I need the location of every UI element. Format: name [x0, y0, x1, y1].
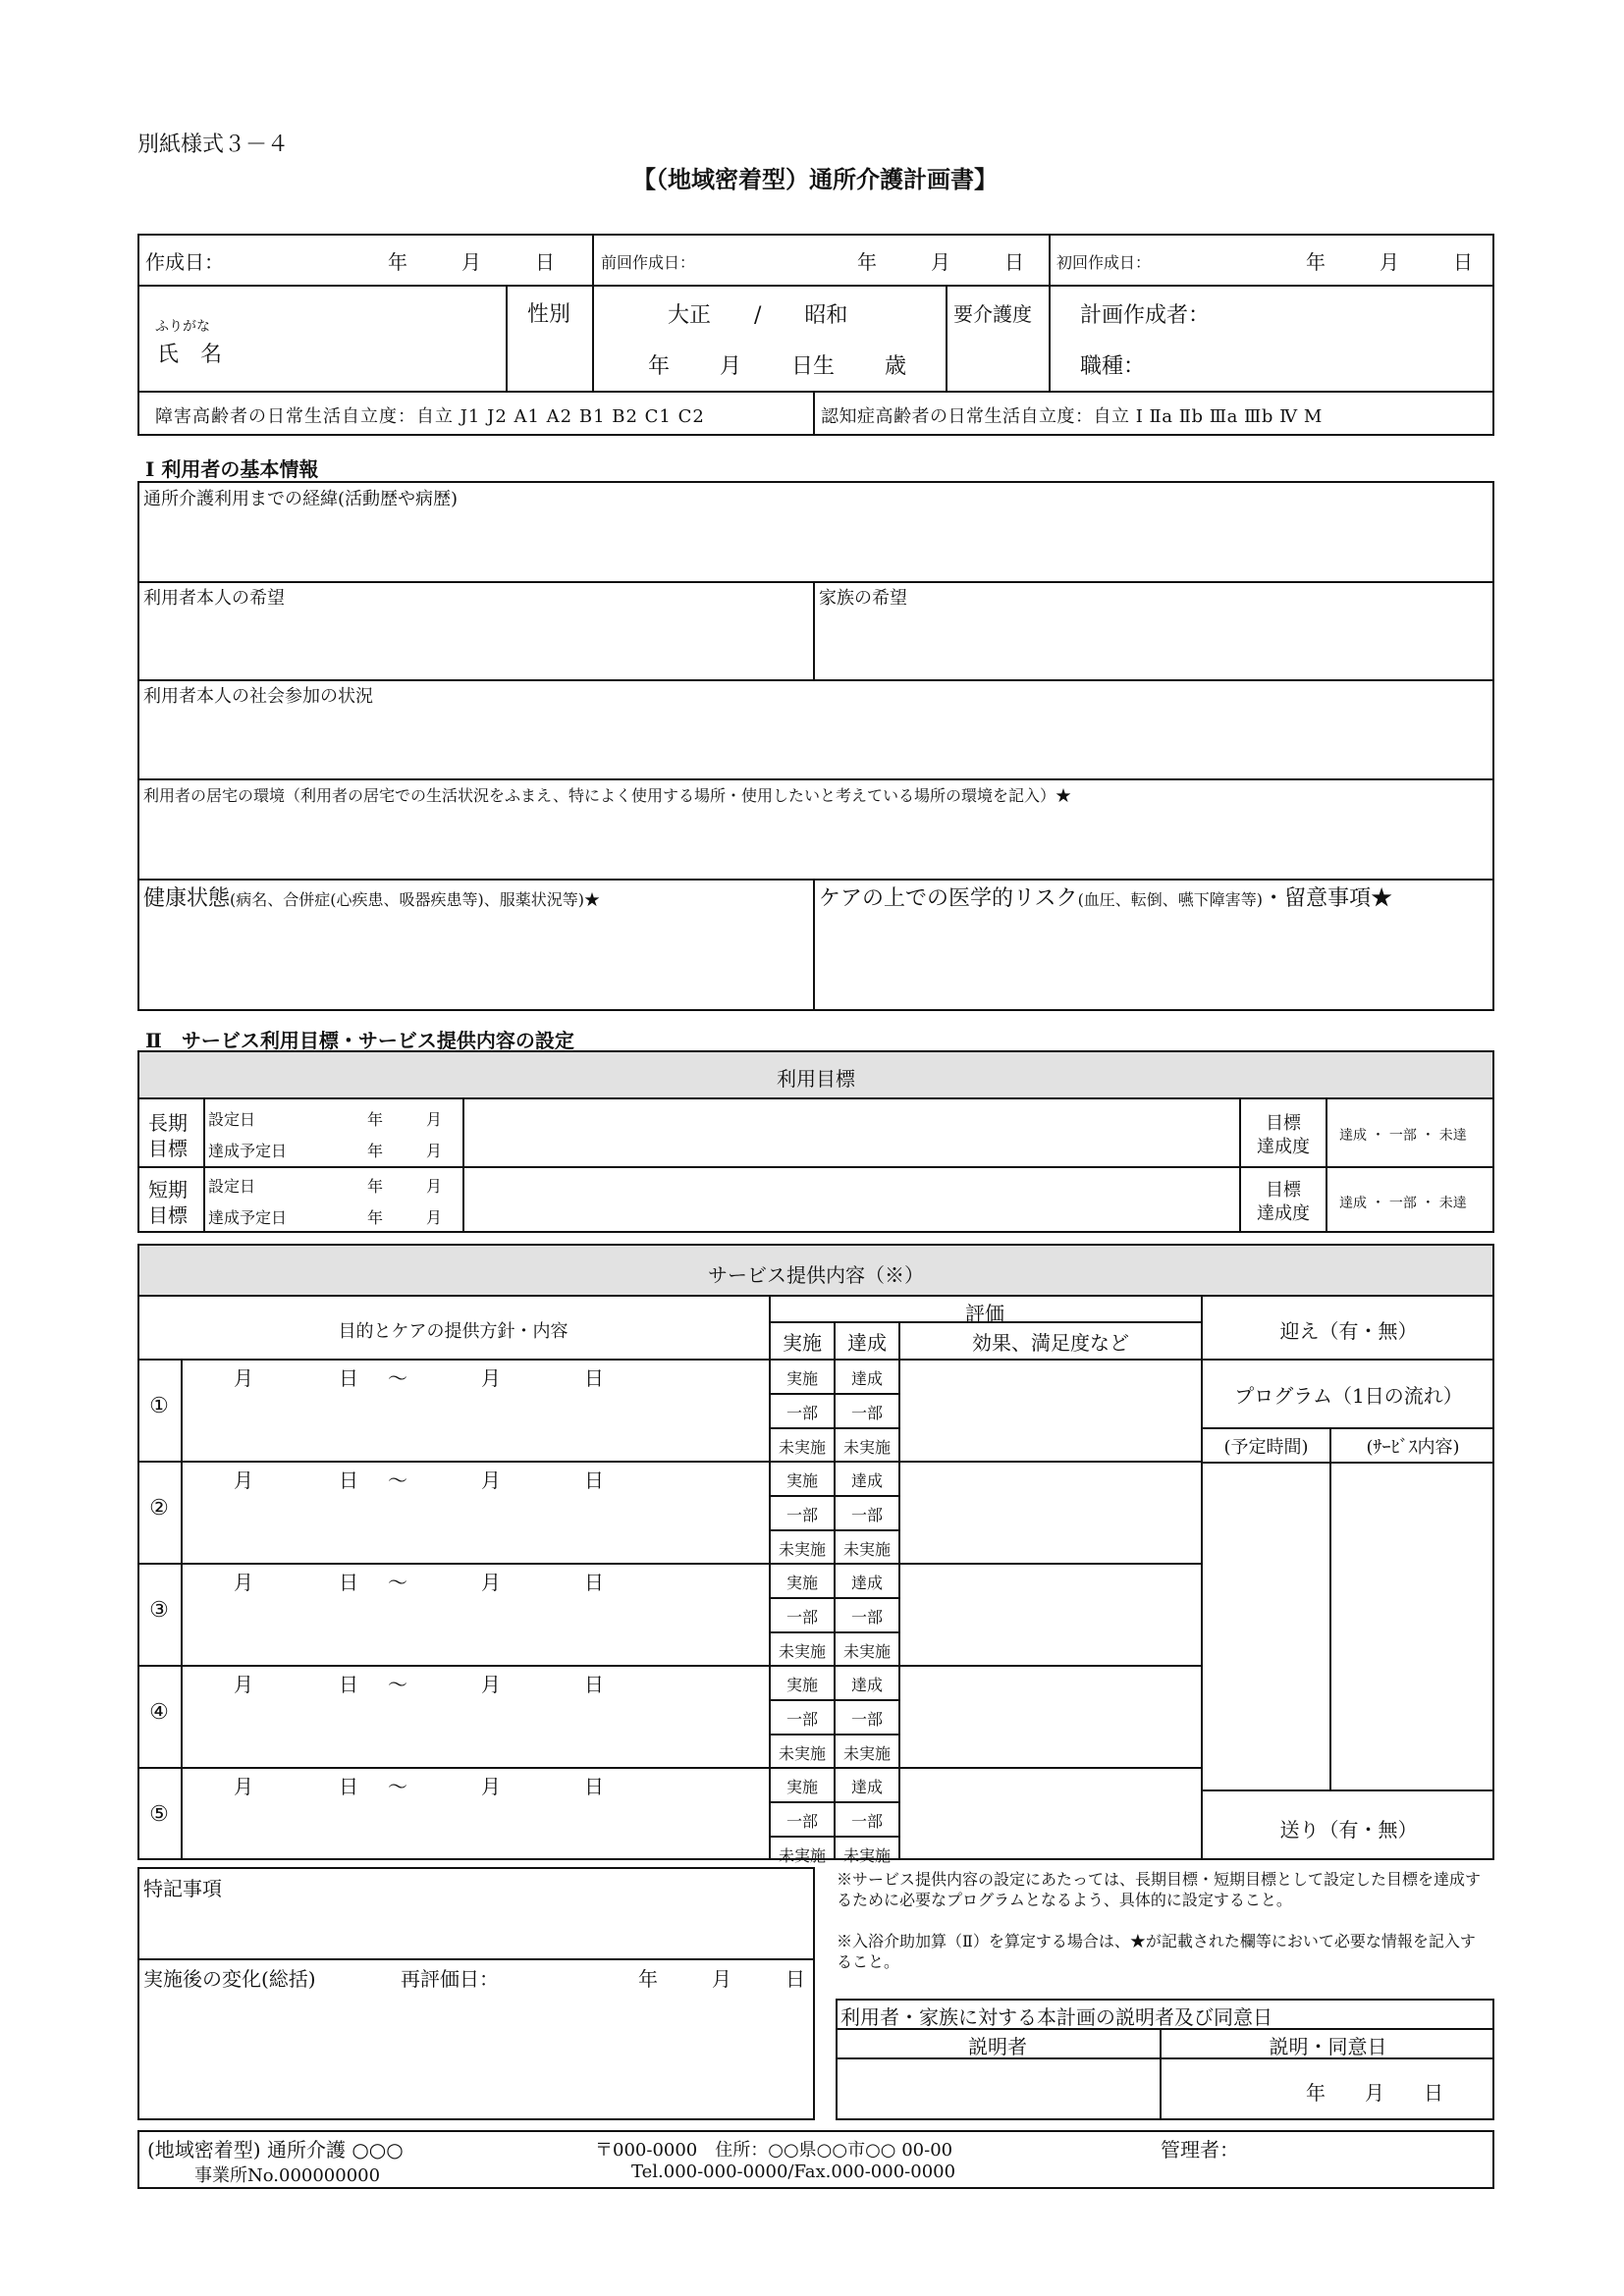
special-notes-label: 特記事項	[143, 1877, 222, 1900]
effect-field[interactable]	[903, 1567, 1196, 1661]
impl-option[interactable]: 一部	[785, 1812, 818, 1831]
date-range-part: ～	[388, 1673, 407, 1696]
social-field[interactable]	[143, 707, 1489, 772]
date-range-part: 日	[339, 1571, 358, 1594]
consent-title: 利用者・家族に対する本計画の説明者及び同意日	[840, 2005, 1272, 2029]
achv-option[interactable]: 一部	[850, 1812, 883, 1831]
achv-option[interactable]: 達成	[850, 1676, 883, 1694]
name-field[interactable]	[245, 294, 496, 383]
effect-field[interactable]	[903, 1771, 1196, 1865]
row-number: ⑤	[149, 1802, 169, 1827]
date-range-part: ～	[388, 1571, 407, 1594]
form-number: 別紙様式３－４	[137, 133, 290, 157]
goal-type-label: 目標	[148, 1137, 188, 1160]
goal-type-label: 長期	[148, 1111, 188, 1135]
achieve-label: 達成度	[1257, 1203, 1310, 1224]
year-label: 年	[367, 1142, 384, 1160]
facility-address: 〒000-0000 住所：○○県○○市○○ 00-00	[595, 2140, 953, 2161]
effect-header: 効果、満足度など	[972, 1331, 1129, 1355]
impl-option[interactable]: 未実施	[778, 1744, 826, 1763]
set-date-label: 設定日	[208, 1110, 256, 1129]
history-field[interactable]	[143, 510, 1489, 575]
office-number: 事業所No.000000000	[194, 2165, 381, 2186]
month-label: 月	[712, 1967, 731, 1991]
impl-option[interactable]: 一部	[785, 1404, 818, 1422]
date-range-part: 月	[234, 1571, 253, 1594]
achv-option[interactable]: 達成	[850, 1778, 883, 1796]
created-date-label: 作成日：	[145, 250, 224, 274]
row-number: ④	[149, 1700, 169, 1725]
first-created-label: 初回作成日：	[1056, 253, 1152, 272]
gender-field[interactable]	[511, 334, 589, 383]
achv-option[interactable]: 一部	[850, 1710, 883, 1729]
note-2: ※入浴介助加算（Ⅱ）を算定する場合は、★が記載された欄等において必要な情報を記入すること。	[837, 1932, 1476, 1971]
day-label: 日	[1453, 250, 1473, 274]
impl-option[interactable]: 実施	[785, 1676, 818, 1694]
set-date-label: 設定日	[208, 1177, 256, 1196]
user-wish-field[interactable]	[143, 609, 807, 673]
target-date-label: 達成予定日	[208, 1208, 288, 1227]
impl-option[interactable]: 未実施	[778, 1438, 826, 1457]
month-label: 月	[426, 1110, 443, 1129]
impl-option[interactable]: 未実施	[778, 1540, 826, 1559]
day-label: 日	[1004, 250, 1024, 274]
effect-field[interactable]	[903, 1362, 1196, 1457]
row-number: ②	[149, 1496, 169, 1521]
date-range-part: 日	[339, 1673, 358, 1696]
achieve-options[interactable]: 達成 ・ 一部 ・ 未達	[1339, 1196, 1467, 1211]
risk-sub: (血圧、転倒、嚥下障害等)	[1077, 890, 1264, 909]
job-label: 職種：	[1080, 354, 1146, 379]
impl-option[interactable]: 一部	[785, 1710, 818, 1729]
year-label: 年	[367, 1177, 384, 1196]
row-number: ①	[149, 1394, 169, 1418]
sched-time-field[interactable]	[1205, 1466, 1326, 1786]
date-range-part: ～	[388, 1775, 407, 1798]
risk-field[interactable]	[819, 913, 1489, 1005]
day-label: 日	[535, 250, 555, 274]
month-label: 月	[461, 250, 481, 274]
user-wish-label: 利用者本人の希望	[143, 588, 285, 609]
short-term-goal-field[interactable]	[467, 1170, 1233, 1229]
prev-created-label: 前回作成日：	[601, 253, 696, 272]
goals-header: 利用目標	[777, 1067, 855, 1091]
achv-option[interactable]: 未実施	[842, 1846, 891, 1865]
achv-option[interactable]: 未実施	[842, 1744, 891, 1763]
month-label: 月	[931, 250, 950, 274]
impl-option[interactable]: 実施	[785, 1574, 818, 1592]
achieve-label: 達成度	[1257, 1137, 1310, 1157]
achv-option[interactable]: 一部	[850, 1404, 883, 1422]
manager-label: 管理者：	[1161, 2138, 1239, 2162]
health-main: 健康状態	[143, 886, 231, 911]
date-range-part: ～	[388, 1468, 407, 1492]
goal-type-label: 短期	[148, 1178, 188, 1201]
sched-time-header: (予定時間)	[1223, 1437, 1309, 1458]
service-header: サービス提供内容（※）	[708, 1263, 924, 1287]
impl-header: 実施	[783, 1331, 822, 1355]
day-label: 日	[785, 1967, 805, 1991]
program-label: プログラム（1日の流れ）	[1234, 1384, 1463, 1408]
effect-field[interactable]	[903, 1465, 1196, 1559]
year-label: 年	[857, 250, 877, 274]
purpose-header: 目的とケアの提供方針・内容	[338, 1321, 568, 1342]
explainer-header: 説明者	[968, 2035, 1027, 2058]
impl-option[interactable]: 未実施	[778, 1846, 826, 1865]
special-notes-field[interactable]	[143, 1899, 809, 1954]
dropoff-label[interactable]: 送り（有・無）	[1279, 1818, 1418, 1842]
year-label: 年	[1306, 250, 1326, 274]
page-title: 【（地域密着型）通所介護計画書】	[632, 165, 998, 193]
achv-option[interactable]: 達成	[850, 1471, 883, 1490]
change-label: 実施後の変化(総括)	[143, 1967, 316, 1991]
disability-independence[interactable]: 障害高齢者の日常生活自立度：自立 J1 J2 A1 A2 B1 B2 C1 C2	[155, 406, 705, 427]
eval-header: 評価	[965, 1302, 1004, 1325]
birth-era[interactable]: 大正 / 昭和	[668, 303, 848, 328]
target-date-label: 達成予定日	[208, 1142, 288, 1160]
care-content-field[interactable]	[187, 1492, 764, 1559]
home-env-label: 利用者の居宅の環境（利用者の居宅での生活状況をふまえ、特によく使用する場所・使用したいと考えている場所の環境を記入）★	[143, 786, 1071, 805]
first-created-date-field[interactable]	[1178, 240, 1296, 279]
planner-label: 計画作成者：	[1080, 303, 1211, 328]
social-label: 利用者本人の社会参加の状況	[143, 686, 373, 707]
month-label: 月	[426, 1177, 443, 1196]
impl-option[interactable]: 実施	[785, 1778, 818, 1796]
section2-heading: Ⅱ サービス利用目標・サービス提供内容の設定	[145, 1029, 574, 1052]
achieve-options[interactable]: 達成 ・ 一部 ・ 未達	[1339, 1128, 1467, 1144]
section1-heading: Ⅰ 利用者の基本情報	[145, 457, 319, 481]
impl-option[interactable]: 実施	[785, 1369, 818, 1388]
impl-option[interactable]: 実施	[785, 1471, 818, 1490]
consent-date-header: 説明・同意日	[1269, 2035, 1387, 2058]
care-content-field[interactable]	[187, 1798, 764, 1865]
care-content-field[interactable]	[187, 1696, 764, 1763]
date-range-part: 月	[234, 1775, 253, 1798]
care-level-label: 要介護度	[953, 302, 1032, 326]
furigana-label: ふりがな	[155, 319, 210, 335]
achv-option[interactable]: 未実施	[842, 1540, 891, 1559]
goal-type-label: 目標	[148, 1203, 188, 1227]
date-range-part: 月	[481, 1775, 501, 1798]
impl-option[interactable]: 未実施	[778, 1642, 826, 1661]
achv-header: 達成	[847, 1331, 887, 1355]
reeval-label: 再評価日：	[401, 1967, 499, 1991]
date-range-part: 月	[481, 1366, 501, 1390]
date-range-part: 月	[481, 1571, 501, 1594]
facility-name: (地域密着型) 通所介護 ○○○	[147, 2138, 404, 2162]
achv-option[interactable]: 未実施	[842, 1438, 891, 1457]
row-number: ③	[149, 1598, 169, 1623]
health-sub: (病名、合併症(心疾患、吸器疾患等)、服薬状況等)★	[230, 890, 600, 909]
family-wish-label: 家族の希望	[819, 588, 907, 609]
care-level-field[interactable]	[950, 329, 1044, 386]
date-range-part: 日	[584, 1673, 604, 1696]
home-env-field[interactable]	[143, 807, 1489, 872]
prev-created-date-field[interactable]	[727, 240, 844, 279]
pickup-label[interactable]: 迎え（有・無）	[1279, 1319, 1418, 1343]
date-range-part: 日	[339, 1775, 358, 1798]
month-label: 月	[426, 1208, 443, 1227]
achv-option[interactable]: 達成	[850, 1369, 883, 1388]
achieve-label: 目標	[1266, 1113, 1301, 1134]
achieve-label: 目標	[1266, 1180, 1301, 1201]
care-content-field[interactable]	[187, 1594, 764, 1661]
planner-field[interactable]	[1227, 294, 1483, 334]
health-label	[143, 881, 600, 912]
consent-date-field[interactable]: 年 月 日	[1306, 2081, 1443, 2105]
date-range-part: 月	[481, 1468, 501, 1492]
impl-option[interactable]: 一部	[785, 1506, 818, 1524]
gender-label: 性別	[527, 302, 571, 327]
achv-option[interactable]: 一部	[850, 1506, 883, 1524]
year-label: 年	[367, 1110, 384, 1129]
achv-option[interactable]: 未実施	[842, 1642, 891, 1661]
long-term-goal-field[interactable]	[467, 1101, 1233, 1162]
impl-option[interactable]: 一部	[785, 1608, 818, 1627]
name-label: 氏 名	[157, 343, 223, 367]
birth-date[interactable]: 年 月 日生 歳	[648, 354, 906, 379]
year-label: 年	[388, 250, 407, 274]
explainer-field[interactable]	[839, 2061, 1156, 2116]
achv-option[interactable]: 一部	[850, 1608, 883, 1627]
risk-main: ケアの上での医学的リスク	[819, 886, 1078, 911]
date-range-part: 月	[481, 1673, 501, 1696]
risk-tail: ・留意事項★	[1263, 886, 1393, 911]
date-range-part: 日	[584, 1366, 604, 1390]
achv-option[interactable]: 達成	[850, 1574, 883, 1592]
effect-field[interactable]	[903, 1669, 1196, 1763]
family-wish-field[interactable]	[819, 609, 1489, 673]
year-label: 年	[367, 1208, 384, 1227]
year-label: 年	[638, 1967, 658, 1991]
risk-label	[819, 881, 1392, 912]
month-label: 月	[1380, 250, 1399, 274]
care-content-field[interactable]	[187, 1390, 764, 1457]
date-range-part: 月	[234, 1673, 253, 1696]
history-label: 通所介護利用までの経緯(活動歴や病歴)	[143, 489, 459, 509]
service-content-field[interactable]	[1333, 1466, 1490, 1786]
date-range-part: 月	[234, 1468, 253, 1492]
health-field[interactable]	[143, 913, 807, 1005]
created-date-field[interactable]	[285, 240, 373, 279]
service-content-header: (ｻｰﾋﾞｽ内容)	[1366, 1437, 1460, 1458]
month-label: 月	[426, 1142, 443, 1160]
change-field[interactable]	[143, 1993, 809, 2114]
date-range-part: 日	[584, 1468, 604, 1492]
date-range-part: 日	[584, 1571, 604, 1594]
date-range-part: 日	[584, 1775, 604, 1798]
dementia-independence[interactable]: 認知症高齢者の日常生活自立度：自立 Ⅰ Ⅱa Ⅱb Ⅲa Ⅲb Ⅳ M	[821, 406, 1323, 427]
facility-tel-fax: Tel.000-000-0000/Fax.000-000-0000	[631, 2162, 956, 2182]
note-1: ※サービス提供内容の設定にあたっては、長期目標・短期目標として設定した目標を達成するために必要なプログラムとなるよう、具体的に設定すること。	[837, 1870, 1482, 1909]
date-range-part: ～	[388, 1366, 407, 1390]
date-range-part: 日	[339, 1468, 358, 1492]
date-range-part: 日	[339, 1366, 358, 1390]
date-range-part: 月	[234, 1366, 253, 1390]
job-field[interactable]	[1159, 344, 1483, 383]
